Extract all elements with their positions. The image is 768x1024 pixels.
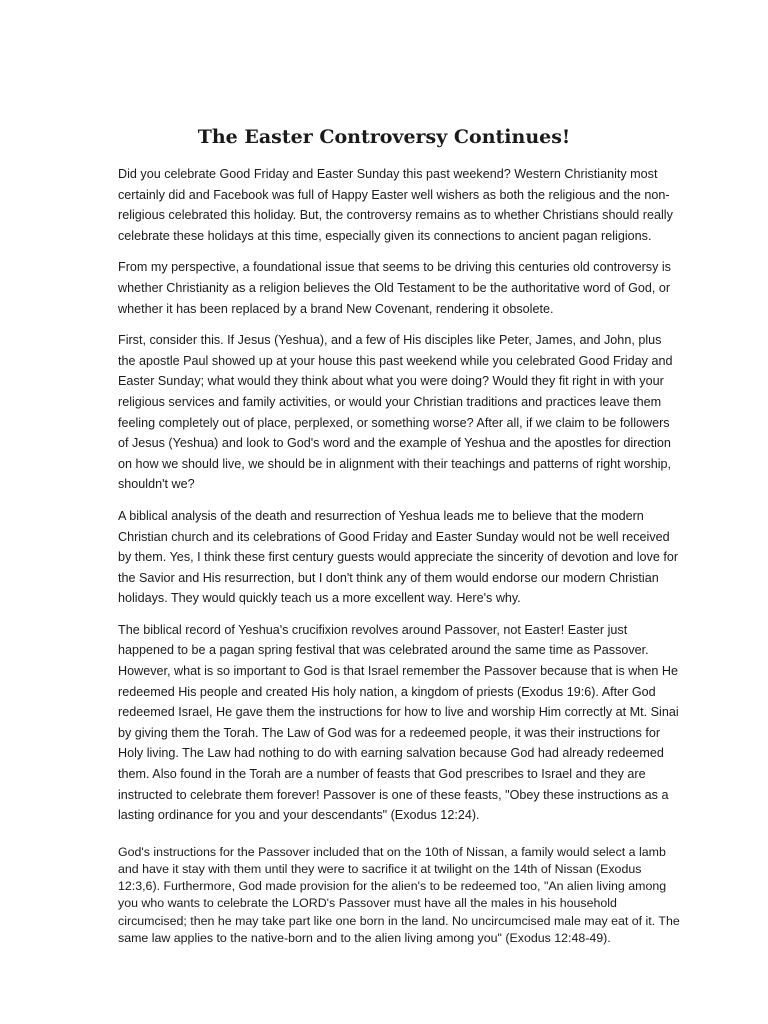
document-title: The Easter Controversy Continues! (197, 126, 571, 148)
paragraph-2: From my perspective, a foundational issue that seems to be driving this centuries old controversy is whether Christianity as a religion believes the Old Testament to be the authoritative word of God, or whether it has been replaced by a brand New Covenant, rendering it obsolete. (118, 260, 671, 316)
document-body (118, 164, 680, 958)
paragraph-4: A biblical analysis of the death and resurrection of Yeshua leads me to believe that the modern Christian church and its celebrations of Good Friday and Easter Sunday would not be well received by them. Yes, I think these first century guests would appreciate the sincerity of devotion and love for the Savior and His resurrection, but I don't think any of them would endorse our modern Christian holidays. They would quickly teach us a more excellent way. Here's why. (118, 508, 679, 606)
paragraph-3: First, consider this. If Jesus (Yeshua), and a few of His disciples like Peter, James, and John, plus the apostle Paul showed up at your house this past weekend while you celebrated Good Friday and Easter Sunday; what would they think about what you were doing? Would they fit right in with your religious services and family activities, or would your Christian traditions and practices leave them feeling completely out of place, perplexed, or something worse? After all, if we claim to be followers of Jesus (Yeshua) and look to God's word and the example of Yeshua and the apostles for direction on how we should live, we should be in alignment with their teachings and patterns of right worship, shouldn't we? (118, 333, 673, 492)
paragraph-6: God's instructions for the Passover included that on the 10th of Nissan, a family would select a lamb and have it stay with them until they were to sacrifice it at twilight on the 14th of Nissan (Exodus 12:3,6). Furthermore, God made provision for the alien's to be redeemed too, "An alien living among you who wants to celebrate the LORD's Passover must have all the males in his household circumcised; then he may take part like one born in the land. No uncircumcised male may eat of it. The same law applies to the native-born and to the alien living among you" (Exodus 12:48-49). (118, 844, 680, 945)
paragraph-5: The biblical record of Yeshua's crucifixion revolves around Passover, not Easter! Easter just happened to be a pagan spring festival that was celebrated around the same time as Passover. However, what is so important to God is that Israel remember the Passover because that is when He redeemed His people and created His holy nation, a kingdom of priests (Exodus 19:6). After God redeemed Israel, He gave them the instructions for how to live and worship Him correctly at Mt. Sinai by giving them the Torah. The Law of God was for a redeemed people, it was their instructions for Holy living. The Law had nothing to do with earning salvation because God had already redeemed them. Also found in the Torah are a number of feasts that God prescribes to Israel and they are instructed to celebrate them forever! Passover is one of these feasts, "Obey these instructions as a lasting ordinance for you and your descendants" (Exodus 12:24). (118, 622, 679, 823)
paragraph-1: Did you celebrate Good Friday and Easter Sunday this past weekend? Western Christianity most certainly did and Facebook was full of Happy Easter well wishers as both the religious and the non-religious celebrated this holiday. But, the controversy remains as to whether Christians should really celebrate these holidays at this time, especially given its connections to ancient pagan religions. (118, 167, 673, 243)
